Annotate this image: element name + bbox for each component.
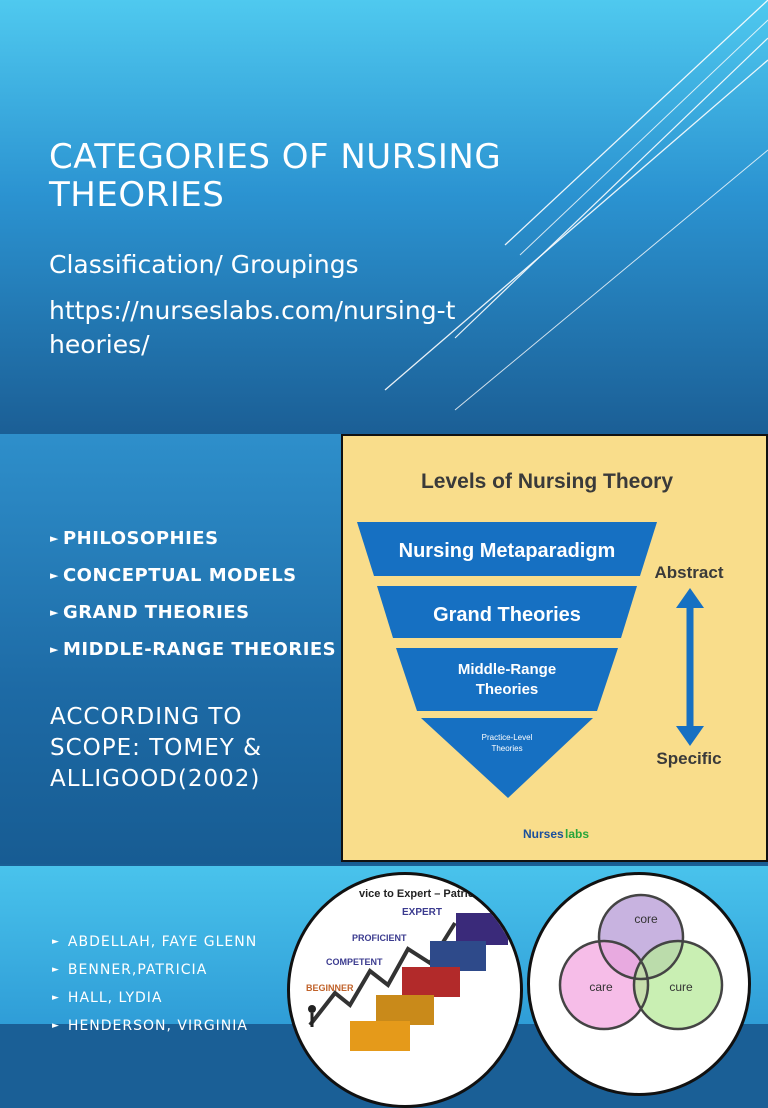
list-item: ► HENDERSON, VIRGINIA xyxy=(52,1018,248,1034)
ladder-title: vice to Expert – Patrici xyxy=(359,888,477,900)
bullet-arrow-icon: ► xyxy=(50,569,59,582)
level-label: Practice-Level xyxy=(481,733,533,742)
stage-label: COMPETENT xyxy=(326,957,383,967)
bullet-arrow-icon: ► xyxy=(52,1021,60,1031)
venn-label: cure xyxy=(669,980,693,994)
core-care-cure-venn xyxy=(527,872,751,1096)
stage-label: PROFICIENT xyxy=(352,933,407,943)
climber-icon xyxy=(308,1005,316,1013)
level-label: Theories xyxy=(491,744,523,753)
nurseslabs-logo xyxy=(523,827,589,841)
stage-box xyxy=(350,1021,410,1051)
decorative-lines xyxy=(0,0,768,432)
category-list xyxy=(50,520,336,668)
slide-title: CATEGORIES OF NURSING THEORIES xyxy=(49,137,502,215)
bullet-arrow-icon: ► xyxy=(50,643,59,656)
specific-label: Specific xyxy=(656,749,722,768)
arrow-up-icon xyxy=(676,588,704,608)
band-practice-level xyxy=(421,718,593,798)
band-middle-range xyxy=(396,648,618,711)
venn-label: care xyxy=(589,980,613,994)
list-item: ► HALL, LYDIA xyxy=(52,990,163,1006)
level-label: Theories xyxy=(475,681,539,698)
levels-diagram xyxy=(341,434,768,862)
theorist-list xyxy=(52,928,257,1040)
level-label: Grand Theories xyxy=(433,604,581,626)
bullet-arrow-icon: ► xyxy=(52,937,60,947)
source-url[interactable]: https://nurseslabs.com/nursing-theories/ xyxy=(49,296,456,359)
title-slide xyxy=(0,0,768,432)
level-label: Middle-Range xyxy=(457,661,557,678)
bullet-arrow-icon: ► xyxy=(52,993,60,1003)
stage-box xyxy=(402,967,460,997)
svg-text:labs: labs xyxy=(565,827,590,841)
list-item: ► BENNER,PATRICIA xyxy=(52,962,208,978)
stage-box xyxy=(430,941,486,971)
bullet-arrow-icon: ► xyxy=(52,965,60,975)
list-item: ► MIDDLE-RANGE THEORIES xyxy=(50,639,337,660)
abstract-label: Abstract xyxy=(654,563,724,582)
level-label: Nursing Metaparadigm xyxy=(398,540,616,562)
arrow-down-icon xyxy=(676,726,704,746)
venn-label: core xyxy=(634,912,658,926)
stage-label: EXPERT xyxy=(402,907,443,918)
list-item: ► CONCEPTUAL MODELS xyxy=(50,565,297,586)
stage-box xyxy=(376,995,434,1025)
scope-caption: ACCORDING TO SCOPE: TOMEY & ALLIGOOD(2002) xyxy=(50,704,263,792)
diagram-title: Levels of Nursing Theory xyxy=(420,470,674,493)
bullet-arrow-icon: ► xyxy=(50,606,59,619)
novice-to-expert-image xyxy=(287,872,523,1108)
bullet-arrow-icon: ► xyxy=(50,532,59,545)
svg-text:Nurses: Nurses xyxy=(523,827,564,841)
slide-subtitle: Classification/ Groupings xyxy=(49,250,359,279)
stage-label: BEGINNER xyxy=(306,983,354,993)
list-item: ► ABDELLAH, FAYE GLENN xyxy=(52,934,258,950)
list-item: ► PHILOSOPHIES xyxy=(50,528,219,549)
list-item: ► GRAND THEORIES xyxy=(50,602,250,623)
